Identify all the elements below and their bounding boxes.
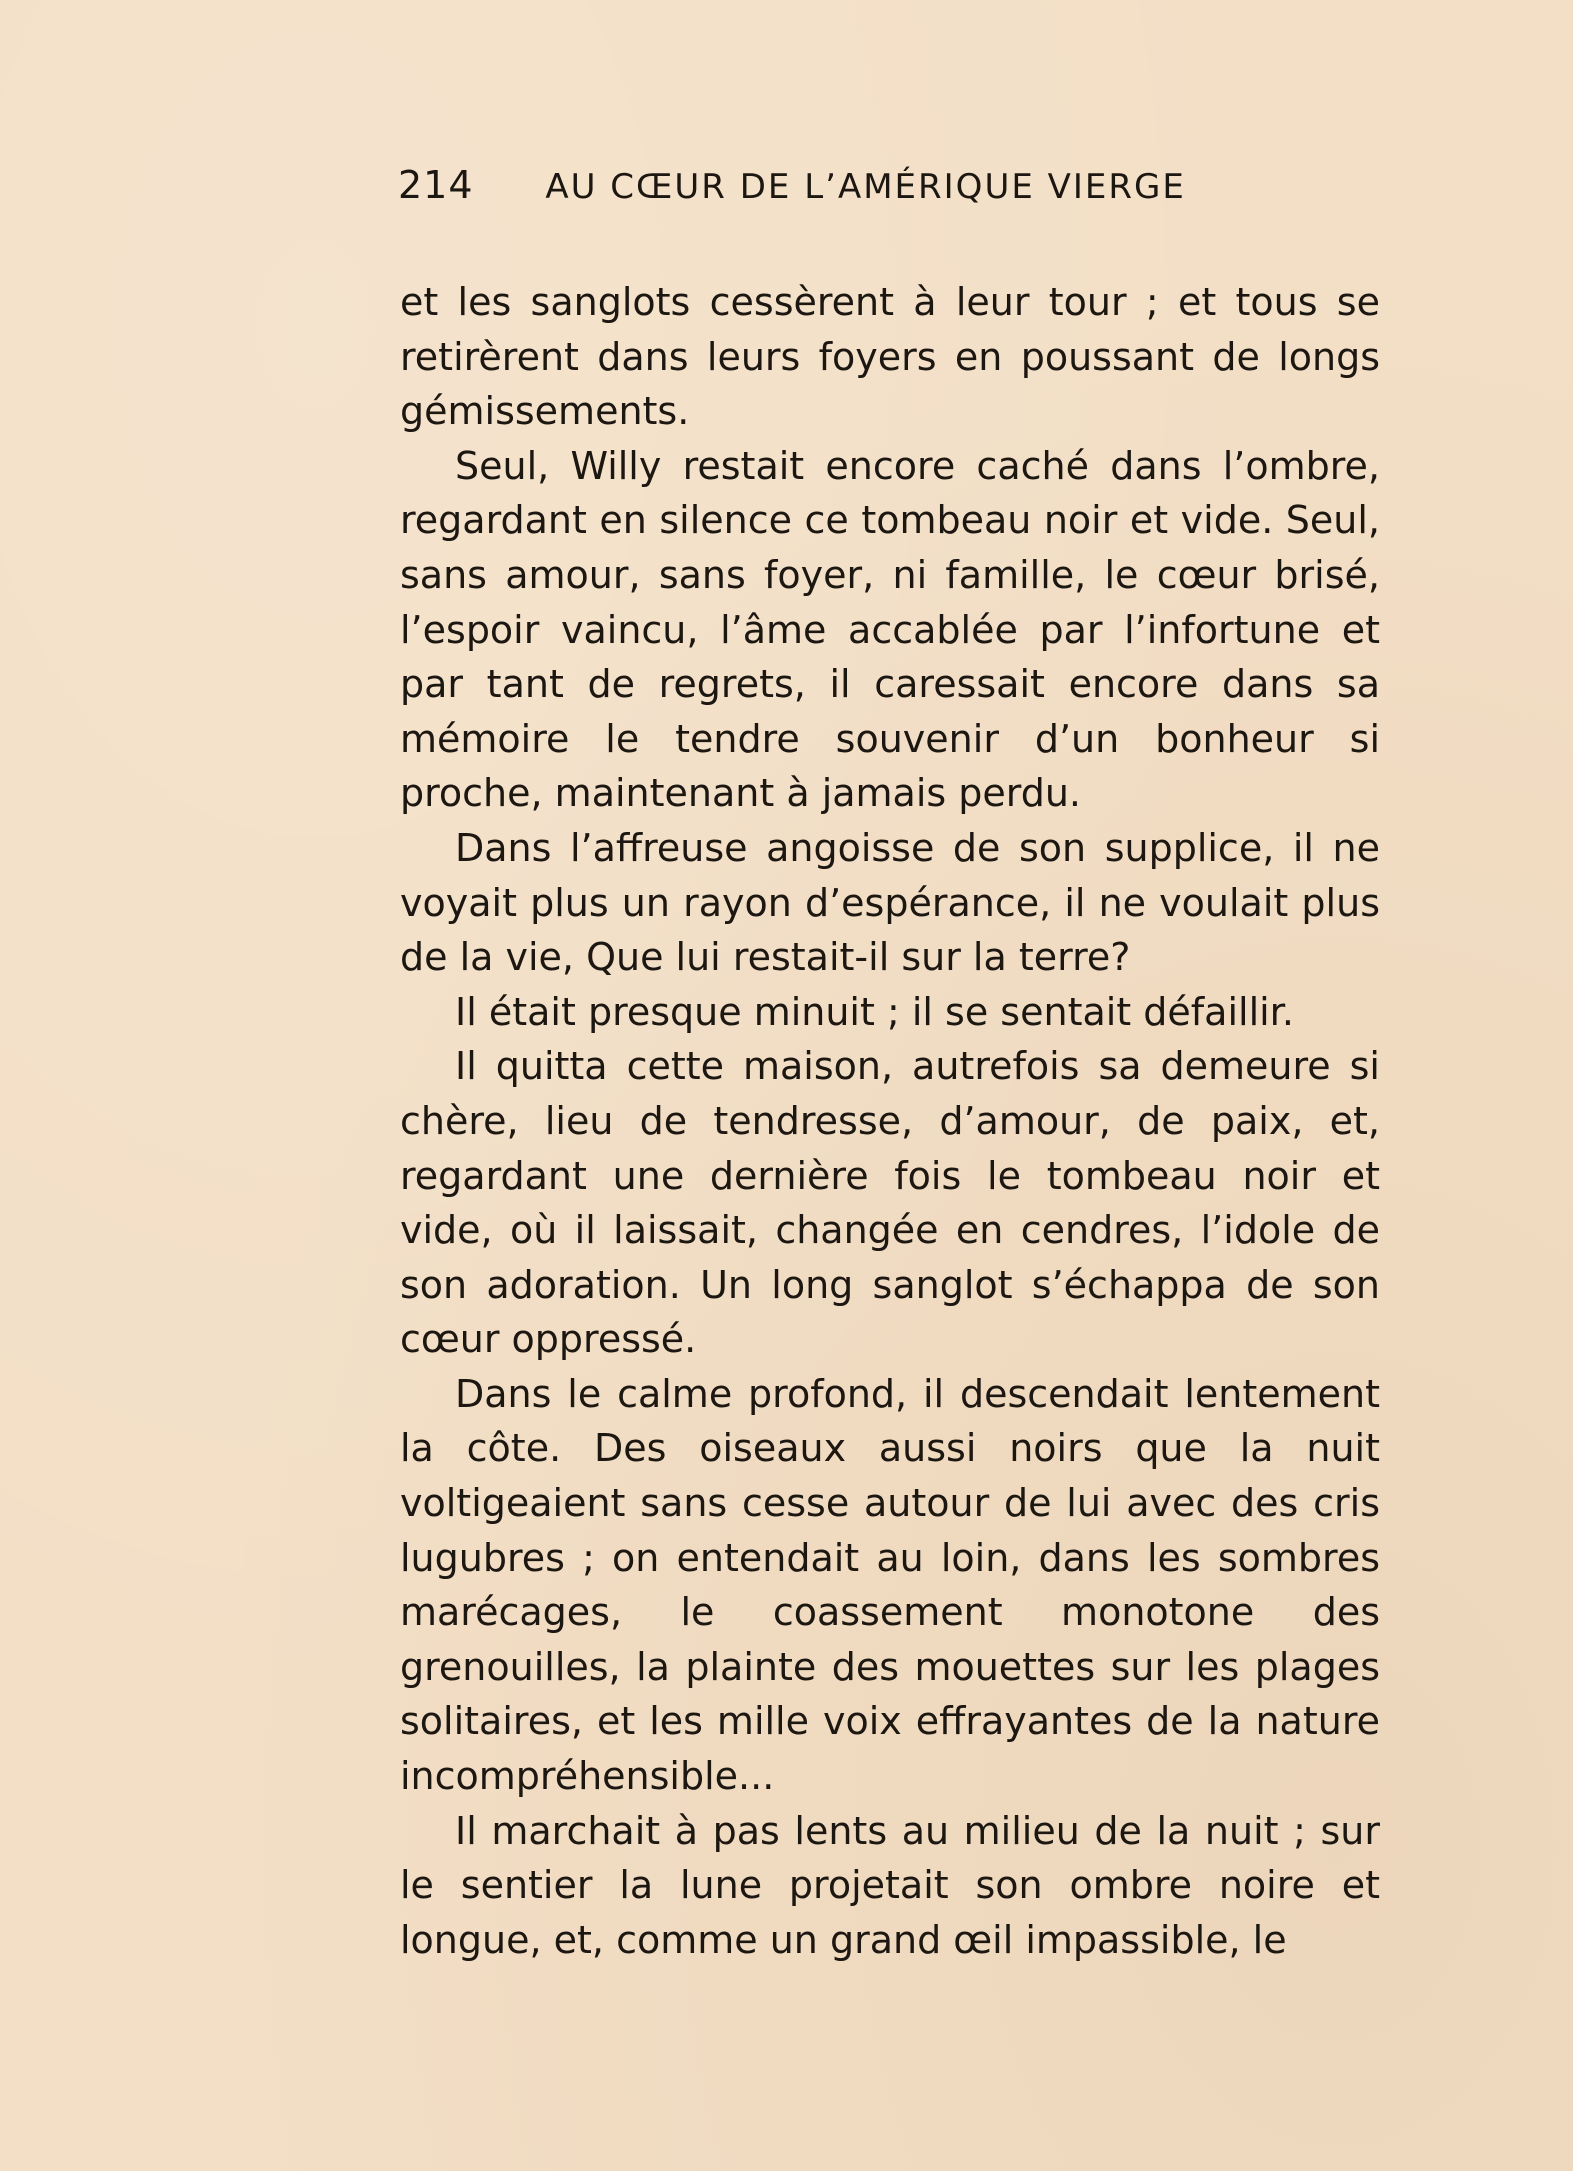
paragraph: Seul, Willy restait encore caché dans l’ombre, regardant en silence ce tombeau noir et vide. Seul, sans amour, sans foyer, ni famille, le cœur brisé, l’espoir vaincu, l’âme accablée par l’infortune et par tant de regrets, il caressait encore dans sa mémoire le tendre souvenir d’un bonheur si proche, maintenant à jamais perdu. [400, 443, 1380, 816]
paragraph: et les sanglots cessèrent à leur tour ; et tous se retirèrent dans leurs foyers en poussant de longs gémissements. [400, 280, 1380, 434]
paragraph: Dans le calme profond, il descendait lentement la côte. Des oiseaux aussi noirs que la nuit voltigeaient sans cesse autour de lui avec des cris lugubres ; on entendait au loin, dans les sombres marécages, le coassement monotone des grenouilles, la plainte des mouettes sur les plages solitaires, et les mille voix effrayantes de la nature incompréhensible... [400, 1371, 1380, 1799]
running-title: AU CŒUR DE L’AMÉRIQUE VIERGE [545, 167, 1186, 207]
page-number: 214 [398, 163, 474, 207]
paragraph: Il marchait à pas lents au milieu de la nuit ; sur le sentier la lune projetait son ombre noire et longue, et, comme un grand œil impassible, le [400, 1808, 1380, 1962]
body-text [400, 275, 1380, 1967]
paragraph: Il était presque minuit ; il se sentait défaillir. [455, 989, 1294, 1034]
running-head [398, 160, 1398, 210]
paragraph: Il quitta cette maison, autrefois sa demeure si chère, lieu de tendresse, d’amour, de paix, et, regardant une dernière fois le tombeau noir et vide, où il laissait, changée en cendres, l’idole de son adoration. Un long sanglot s’échappa de son cœur oppressé. [400, 1044, 1380, 1362]
paragraph: Dans l’affreuse angoisse de son supplice, il ne voyait plus un rayon d’espérance, il ne voulait plus de la vie, Que lui restait-il sur la terre? [400, 825, 1380, 980]
